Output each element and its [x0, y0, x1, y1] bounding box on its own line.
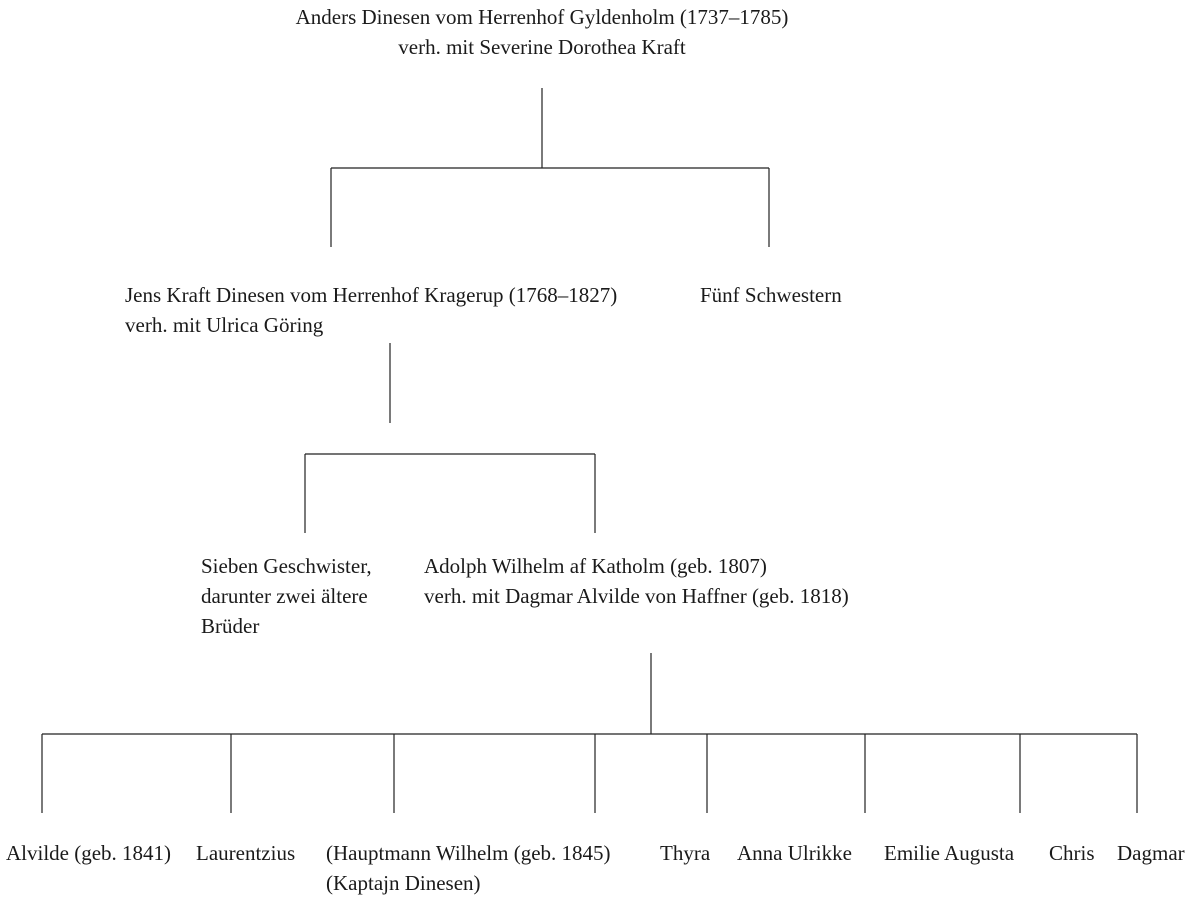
child-name: Emilie Augusta [884, 841, 1015, 865]
siblings-line3: Brüder [201, 614, 260, 638]
child-name: Anna Ulrikke [737, 841, 852, 865]
child-node [326, 838, 611, 898]
child-note: (Kaptajn Dinesen) [326, 871, 481, 895]
root-node [296, 2, 789, 62]
adolph-name: Adolph Wilhelm af Katholm (geb. 1807) [424, 554, 767, 578]
jens-spouse: verh. mit Ulrica Göring [125, 313, 324, 337]
siblings-node [201, 551, 372, 641]
child-node [1117, 838, 1185, 868]
child-node [660, 838, 710, 868]
child-node [6, 838, 171, 868]
root-spouse: verh. mit Severine Dorothea Kraft [398, 35, 686, 59]
child-name: Alvilde (geb. 1841) [6, 841, 172, 865]
sisters-node [700, 280, 842, 310]
jens-name: Jens Kraft Dinesen vom Herrenhof Kragerup (1768–1827) [125, 283, 618, 307]
siblings-line1: Sieben Geschwister, [201, 554, 372, 578]
child-name: Chris [1049, 841, 1095, 865]
child-name: Laurentzius [196, 841, 296, 865]
child-node [1049, 838, 1095, 868]
child-node [196, 838, 295, 868]
root-name: Anders Dinesen vom Herrenhof Gyldenholm (1737–1785) [295, 5, 789, 29]
adolph-spouse: verh. mit Dagmar Alvilde von Haffner (geb. 1818) [424, 584, 849, 608]
child-name: Dagmar [1117, 841, 1185, 865]
adolph-node [424, 551, 849, 611]
sisters-label: Fünf Schwestern [700, 283, 842, 307]
child-node [884, 838, 1014, 868]
child-node [737, 838, 852, 868]
child-name: Thyra [660, 841, 711, 865]
siblings-line2: darunter zwei ältere [201, 584, 368, 608]
child-name: (Hauptmann Wilhelm (geb. 1845) [326, 841, 611, 865]
jens-node [125, 280, 617, 340]
